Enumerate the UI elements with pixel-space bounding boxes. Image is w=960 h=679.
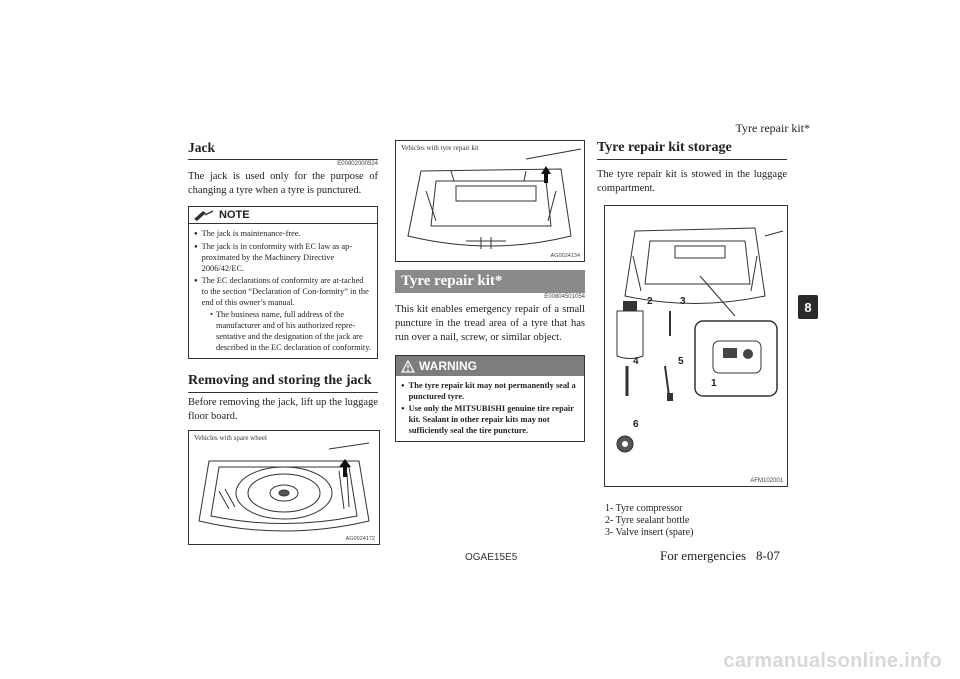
- tyre-repair-kit-description: This kit enables emergency repair of a small puncture in the tread area of a tyre that has run over a nail, screw, or similar object.: [395, 304, 585, 343]
- column-left: [188, 140, 378, 424]
- warning-triangle-icon: [401, 360, 415, 373]
- callout-5: 5: [678, 356, 684, 367]
- spare-wheel-illustration: [189, 431, 379, 544]
- figure-code: AG0024134: [550, 253, 580, 259]
- callout-6: 6: [633, 419, 639, 430]
- bullet-icon: ●: [401, 406, 405, 412]
- callout-1: 1: [711, 378, 717, 389]
- kit-contents-illustration: [605, 206, 787, 486]
- legend-item: 2- Tyre sealant bottle: [605, 515, 690, 526]
- warning-item: [401, 380, 579, 402]
- chapter-tab[interactable]: 8: [798, 295, 818, 319]
- note-label: NOTE: [219, 209, 250, 221]
- jack-description: The jack is used only for the purpose of changing a tyre when a tyre is punctured.: [188, 171, 378, 196]
- figure-code: AG0024172: [345, 536, 375, 542]
- legend-item: 3- Valve insert (spare): [605, 527, 694, 538]
- note-body: [189, 224, 377, 358]
- note-subitem: [194, 309, 372, 353]
- note-item: [194, 275, 372, 308]
- warning-item: [401, 403, 579, 436]
- luggage-compartment-illustration: [396, 141, 584, 261]
- column-right: [597, 140, 787, 196]
- note-pencil-icon: [193, 209, 215, 221]
- watermark: carmanualsonline.info: [723, 650, 942, 672]
- storage-description: The tyre repair kit is stowed in the luggage compartment.: [597, 169, 787, 194]
- note-item: [194, 228, 372, 240]
- bullet-icon: ●: [401, 383, 405, 389]
- note-subitem-text: The business name, full address of the manufacturer and of his authorized repre-sentative and the designation of the jack are described in the EC declaration of conformity.: [215, 310, 371, 352]
- sub-bullet-icon: •: [210, 310, 213, 319]
- figure-caption: Vehicles with tyre repair kit: [401, 144, 479, 152]
- section-code: E00804501054: [544, 294, 585, 300]
- warning-box: [395, 355, 585, 442]
- section-banner: [395, 270, 585, 293]
- figure-kit-contents: [604, 205, 788, 487]
- running-header: Tyre repair kit*: [735, 121, 810, 135]
- warning-body: [396, 376, 584, 441]
- section-code: E00802000524: [337, 161, 378, 167]
- bullet-icon: ●: [194, 278, 198, 284]
- warning-label: WARNING: [419, 359, 477, 373]
- note-item-text: The jack is in conformity with EC law as ap-proximated by the Machinery Directive 2006/42/EC.: [201, 242, 353, 273]
- section-title-kit-storage: Tyre repair kit storage: [597, 140, 787, 160]
- figure-code: AFM102001: [750, 478, 783, 484]
- note-header: [189, 207, 377, 224]
- warning-item-text: Use only the MITSUBISHI genuine tire repair kit. Sealant in other repair kits may not sufficiently seal the tire puncture.: [408, 404, 574, 435]
- figure-tyre-repair-kit-vehicle: [395, 140, 585, 262]
- section-title-removing-jack: Removing and storing the jack: [188, 373, 378, 393]
- warning-item-text: The tyre repair kit may not permanently seal a punctured tyre.: [408, 381, 576, 401]
- column-middle: [395, 270, 585, 442]
- callout-4: 4: [633, 356, 639, 367]
- section-title-jack: Jack: [188, 140, 378, 160]
- page-number: 8-07: [756, 548, 780, 563]
- bullet-icon: ●: [194, 244, 198, 250]
- note-item-text: The EC declarations of conformity are at-tached to the section “Declaration of Con-formity” in the end of this owner’s manual.: [201, 276, 369, 307]
- legend-item: 1- Tyre compressor: [605, 503, 683, 514]
- note-box: [188, 206, 378, 359]
- removing-description: Before removing the jack, lift up the luggage floor board.: [188, 397, 378, 422]
- bullet-icon: ●: [194, 231, 198, 237]
- warning-header: [396, 356, 584, 376]
- footer-section-title: For emergencies: [660, 548, 747, 563]
- callout-3: 3: [680, 296, 686, 307]
- callout-2: 2: [647, 296, 653, 307]
- figure-legend: [605, 503, 693, 539]
- section-title-tyre-repair-kit: Tyre repair kit*: [401, 273, 503, 289]
- document-code: OGAE15E5: [465, 552, 518, 563]
- note-item: [194, 241, 372, 274]
- note-item-text: The jack is maintenance-free.: [201, 229, 301, 238]
- figure-caption: Vehicles with spare wheel: [194, 434, 267, 442]
- figure-spare-wheel: [188, 430, 380, 545]
